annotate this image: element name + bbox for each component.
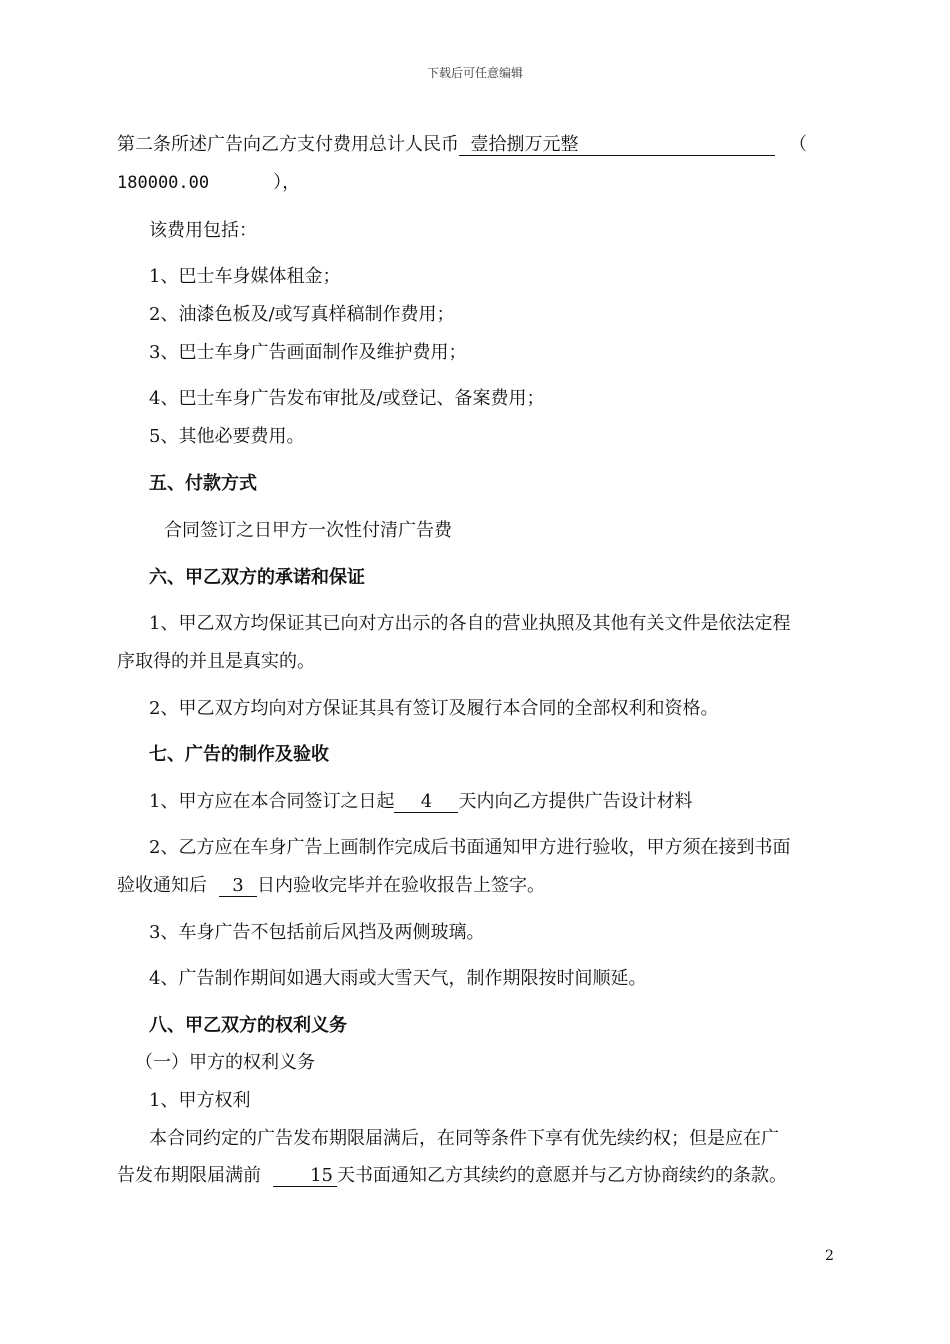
section-7-p4: 4、广告制作期间如遇大雨或大雪天气，制作期限按时间顺延。	[149, 968, 647, 989]
section-5-title: 五、付款方式	[149, 473, 257, 494]
fee-total-line	[117, 133, 807, 157]
fee-item-2: 2、油漆色板及/或写真样稿制作费用；	[149, 304, 455, 325]
section-7-title: 七、广告的制作及验收	[149, 744, 329, 765]
section-6-title: 六、甲乙双方的承诺和保证	[149, 567, 365, 588]
open-paren: （	[789, 134, 807, 155]
section-8-body-suffix: 天书面通知乙方其续约的意愿并与乙方协商续约的条款。	[337, 1165, 787, 1186]
acceptance-days: 3	[219, 876, 257, 897]
fee-item-3: 3、巴士车身广告画面制作及维护费用；	[149, 342, 467, 363]
amount-in-words	[459, 135, 775, 156]
section-8-title: 八、甲乙双方的权利义务	[149, 1015, 347, 1036]
section-7-p2-suffix: 日内验收完毕并在验收报告上签字。	[257, 875, 545, 896]
section-6-p1-line1: 1、甲乙双方均保证其已向对方出示的各自的营业执照及其他有关文件是依法定程	[149, 613, 791, 634]
close-paren: ），	[273, 172, 301, 193]
section-6-p2: 2、甲乙双方均向对方保证其具有签订及履行本合同的全部权利和资格。	[149, 698, 719, 719]
section-7-p1-suffix: 天内向乙方提供广告设计材料	[458, 791, 693, 812]
section-8-body-line1: 本合同约定的广告发布期限届满后，在同等条件下享有优先续约权；但是应在广	[149, 1128, 779, 1149]
amount-number: 180000.00	[117, 173, 210, 193]
section-8-sub1: （一）甲方的权利义务	[135, 1052, 315, 1073]
delivery-days: 4	[394, 792, 458, 813]
section-7-p1-prefix: 1、甲方应在本合同签订之日起	[149, 791, 395, 812]
renewal-notice-days: 15	[273, 1166, 337, 1187]
section-8-item1: 1、甲方权利	[149, 1090, 251, 1111]
section-7-p2-line1: 2、乙方应在车身广告上画制作完成后书面通知甲方进行验收，甲方须在接到书面	[149, 837, 791, 858]
fee-total-prefix: 第二条所述广告向乙方支付费用总计人民币	[117, 134, 459, 155]
section-6-p1-line2: 序取得的并且是真实的。	[117, 651, 315, 672]
section-7-p2-line2	[117, 874, 545, 898]
section-7-p3: 3、车身广告不包括前后风挡及两侧玻璃。	[149, 922, 485, 943]
section-8-body-prefix: 告发布期限届满前	[117, 1165, 261, 1186]
page-number: 2	[825, 1248, 834, 1264]
section-5-body: 合同签订之日甲方一次性付清广告费	[164, 520, 452, 541]
section-8-body-line2	[117, 1164, 787, 1188]
amount-words-text: 壹拾捌万元整	[470, 134, 579, 155]
amount-number-line	[117, 171, 300, 195]
section-7-p1	[149, 790, 692, 814]
fee-item-5: 5、其他必要费用。	[149, 426, 305, 447]
fee-item-1: 1、巴士车身媒体租金；	[149, 266, 341, 287]
fee-includes-label: 该费用包括：	[149, 220, 257, 241]
fee-item-4: 4、巴士车身广告发布审批及/或登记、备案费用；	[149, 388, 545, 409]
section-7-p2-prefix: 验收通知后	[117, 875, 207, 896]
page-header: 下载后可任意编辑	[426, 66, 523, 80]
